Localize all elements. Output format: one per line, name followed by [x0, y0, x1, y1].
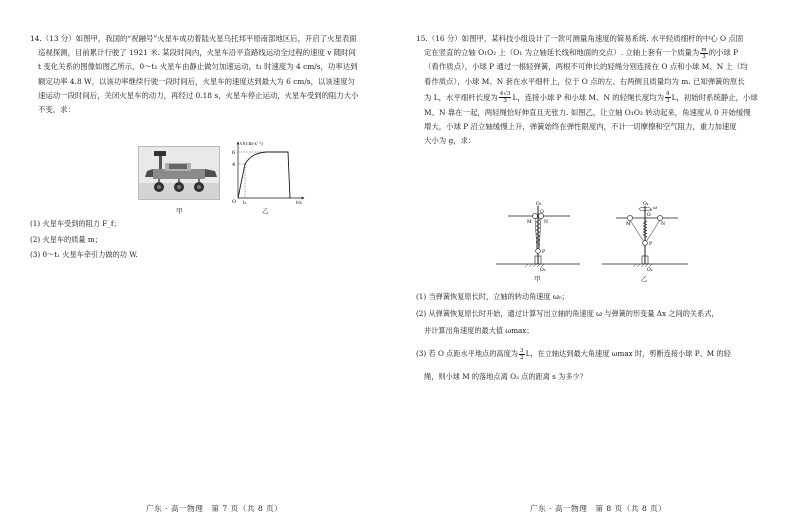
graph-t1: t₁ [243, 201, 247, 204]
q15-sub3: (3) 若 O 点距水平地点的高度为 $\frac{3}{2}$ L，在立轴达到最大角速度 ωmax 时，剪断连接小球 P、M 的轻 [416, 347, 731, 361]
q15-line: （看作质点），小球 P 通过一根轻弹簧，两根不可伸长的轻绳分别连接在 O 点和小球 M、N 上（均 [424, 62, 748, 72]
label-p: P [542, 250, 546, 255]
fraction-4root3-over-3: $\frac{4√3}{3}$ [499, 91, 511, 105]
graph-x-label: t/s [296, 201, 302, 204]
fraction-4-over-3: $\frac{4}{3}$ [666, 91, 670, 105]
vt-graph [226, 138, 308, 204]
q15-line: 大小为 g，求： [424, 136, 476, 146]
q15-line: 为 L，水平细杆长度为 $\frac{4√3}{3}$ L，连接小球 P 和小球 M、N 的轻绳长度均为 $\frac{4}{3}$ L，初始时系统静止，小球 [424, 91, 758, 105]
graph-y-label: v/(cm·s⁻¹) [240, 142, 263, 147]
label-o2: O₂ [647, 268, 653, 272]
label-m: M [626, 222, 631, 227]
graph-origin: O [232, 199, 237, 204]
label-n: N [544, 220, 549, 225]
diagram-b-caption: 乙 [641, 275, 648, 283]
q14-sub2: (2) 火星车的质量 m； [30, 234, 102, 244]
q15-sub3-cont: 绳，则小球 M 的落地点离 O₂ 点的距离 s 为多少？ [424, 372, 587, 381]
q14-sub3: (3) 0～t₁ 火星车牵引力做的功 W. [30, 250, 138, 259]
q14-line: 不变，求： [38, 105, 75, 115]
page-7-footer: 广东 · 高一物理 第 7 页（共 8 页） [146, 504, 283, 513]
rover-photo [138, 146, 220, 200]
label-o: O [540, 210, 544, 215]
label-o: O [647, 213, 651, 218]
label-n: N [661, 222, 666, 227]
graph-tick-4: 4 [232, 162, 236, 168]
q15-line: M、N 靠在一起，两轻绳恰好伸直且无张力. 如图乙，让立轴 O₁O₂ 转动起来，角速度从 0 开始缓慢 [424, 107, 751, 117]
q15-header: 15.（16 分）如图甲，某科技小组设计了一款可测量角速度的简易系统. 水平轻质细杆的中心 O 点固 [416, 34, 744, 43]
label-o1: O₁ [643, 202, 649, 207]
label-p: P [649, 242, 653, 247]
diagram-b [598, 198, 690, 272]
fraction-3-over-2: $\frac{3}{2}$ [520, 347, 524, 361]
label-o2: O₂ [540, 268, 546, 272]
fraction-m-over-3: $\frac{m}{3}$ [701, 46, 707, 60]
question-15-text [416, 32, 782, 148]
label-m: M [527, 220, 532, 225]
q14-sub1: (1) 火星车受到的阻力 F_f； [30, 219, 121, 228]
label-omega: ω [653, 205, 658, 211]
q15-sub2-cont: 并计算出角速度的最大值 ωmax； [424, 326, 534, 335]
graph-tick-6: 6 [232, 150, 236, 156]
q15-sub1: (1) 当弹簧恢复原长时，立轴的转动角速度 ω₀； [416, 292, 569, 301]
q15-line: 增大，小球 P 沿立轴缓慢上升，弹簧始终在弹性限度内，不计一切摩擦和空气阻力，重力加速度 [424, 122, 737, 132]
fig-b-caption: 乙 [262, 207, 269, 215]
q14-line: 巡视探测，目前累计行驶了 1921 米. 某段时间内，火星车沿平直路线运动全过程的速度 v 随时间 [38, 48, 356, 58]
fig-a-caption: 甲 [176, 207, 183, 215]
label-o1: O₁ [536, 202, 542, 207]
diagram-a-caption: 甲 [534, 275, 541, 283]
q14-subquestions [30, 216, 370, 263]
question-14-text [30, 32, 374, 117]
q15-line: 定在竖直的立轴 O₁O₂ 上（O₁ 为立轴延长线和地面的交点）. 立轴上套有一个质量为 $\frac{m}{3}$ 的小球 P [424, 46, 739, 60]
q14-line: 速运动一段时间后，关闭火星车的动力，再经过 0.18 s，火星车停止运动，火星车受到的阻力大小 [38, 90, 359, 100]
q14-header: 14.（13 分）如图甲，我国的“祝融号”火星车成功着陆火星乌托邦平原南部地区后，开启了火星表面 [30, 34, 357, 43]
q15-line: 看作质点），小球 M、N 套在水平细杆上，位于 O 点的左、右两侧且质量均为 m. 已知弹簧的原长 [424, 76, 745, 86]
q15-subquestions [416, 288, 782, 385]
page-8-footer: 广东 · 高一物理 第 8 页（共 8 页） [530, 504, 667, 513]
q15-sub2: (2) 从弹簧恢复原长时开始，通过计算写出立轴的角速度 ω 与弹簧的形变量 Δx 之间的关系式， [416, 309, 719, 318]
page-8 [400, 0, 800, 531]
q14-line: t 变化关系的图像如图乙所示，0～t₁ 火星车由静止做匀加速运动，t₁ 时速度为 4 cm/s，功率达到 [38, 62, 358, 72]
diagram-a [492, 198, 582, 272]
q14-line: 额定功率 4.8 W，以该功率继续行驶一段时间后，火星车的速度达到最大为 6 cm/s，以该速度匀 [38, 76, 355, 86]
